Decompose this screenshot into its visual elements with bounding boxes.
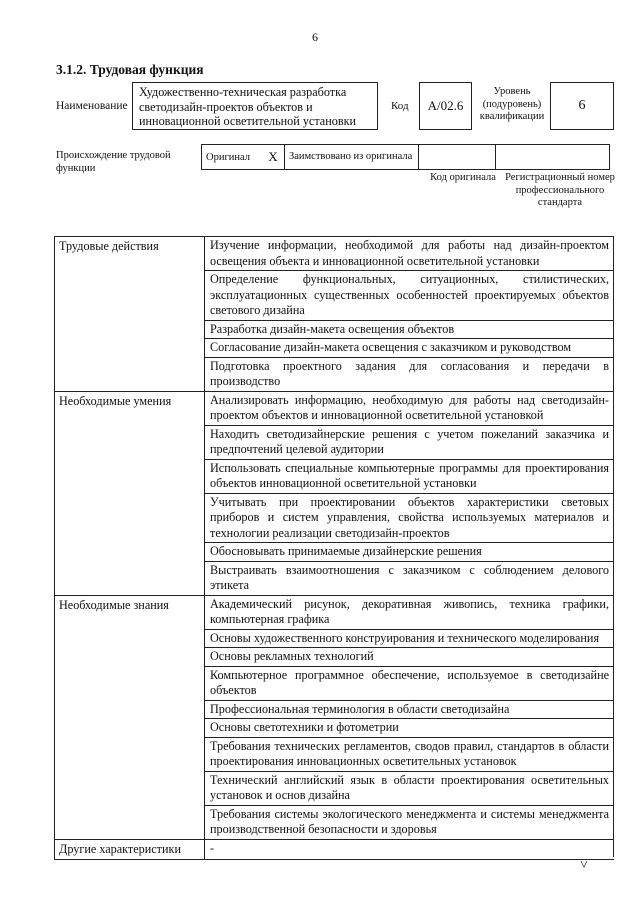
list-item: Учитывать при проектировании объектов характеристики световых приборов и систем управления, свойства используемых материалов и технологии реализации светодизайн-проектов <box>205 494 614 544</box>
name-label: Наименование <box>56 100 128 112</box>
list-item: Анализировать информацию, необходимую для работы над светодизайн-проектом объектов и инновационной осветительной установкой <box>205 392 614 426</box>
list-item: Находить светодизайнерские решения с учетом пожеланий заказчика и предпочтений целевой аудитории <box>205 426 614 460</box>
list-item: Определение функциональных, ситуационных, стилистических, эксплуатационных существенных особенностей проектируемых объектов светового дизайна <box>205 271 614 321</box>
list-item: Компьютерное программное обеспечение, используемое в светодизайне объектов <box>205 667 614 701</box>
function-name-value: Художественно-техническая разработка светодизайн-проектов объектов и инновационной осветительной установки <box>132 82 378 130</box>
labor-actions-group <box>54 237 614 392</box>
group-label: Другие характеристики <box>54 840 205 859</box>
list-item: Основы рекламных технологий <box>205 648 614 667</box>
code-label: Код <box>391 100 409 112</box>
original-code-caption: Код оригинала <box>430 172 496 183</box>
list-item: Требования технических регламентов, сводов правил, стандартов в области проектирования инновационных осветительных установок <box>205 738 614 772</box>
list-item: Использовать специальные компьютерные программы для проектирования объектов инновационной осветительной установки <box>205 460 614 494</box>
list-item: Подготовка проектного задания для согласования и передачи в производство <box>205 358 614 391</box>
bottom-mark: ˅ <box>580 858 588 873</box>
list-item: Академический рисунок, декоративная живопись, техника графики, компьютерная графика <box>205 596 614 630</box>
level-label: Уровень (подуровень) квалификации <box>479 86 545 122</box>
page-number: 6 <box>312 30 318 44</box>
original-code-cell <box>419 145 496 170</box>
function-code-value: А/02.6 <box>419 82 472 130</box>
list-item: Изучение информации, необходимой для работы над дизайн-проектом освещения объекта и инновационной осветительной установки <box>205 237 614 271</box>
list-item: Требования системы экологического менеджмента и системы менеджмента производственной безопасности и здоровья <box>205 806 614 839</box>
other-characteristics-group <box>54 840 614 860</box>
list-item: Основы светотехники и фотометрии <box>205 719 614 738</box>
list-item: Разработка дизайн-макета освещения объектов <box>205 321 614 340</box>
original-label: Оригинал <box>202 145 263 170</box>
list-item: Основы художественного конструирования и технического моделирования <box>205 630 614 649</box>
list-item: Выстраивать взаимоотношения с заказчиком с соблюдением делового этикета <box>205 562 614 595</box>
registration-number-cell <box>496 145 610 170</box>
registration-number-caption: Регистрационный номер профессионального стандарта <box>505 172 615 208</box>
section-title: 3.1.2. Трудовая функция <box>56 62 204 77</box>
group-label: Трудовые действия <box>54 237 205 391</box>
original-mark: Х <box>262 145 285 170</box>
list-item: Обосновывать принимаемые дизайнерские решения <box>205 543 614 562</box>
list-item: Профессиональная терминология в области светодизайна <box>205 701 614 720</box>
list-item: Согласование дизайн-макета освещения с заказчиком и руководством <box>205 339 614 358</box>
required-knowledge-group <box>54 596 614 840</box>
labor-function-table <box>54 236 614 860</box>
origin-label: Происхождение трудовой функции <box>56 150 171 174</box>
borrowed-label: Заимствовано из оригинала <box>285 145 419 170</box>
required-skills-group <box>54 392 614 596</box>
list-item: Технический английский язык в области проектирования осветительных установок и основ дизайна <box>205 772 614 806</box>
level-value: 6 <box>550 82 614 130</box>
group-label: Необходимые умения <box>54 392 205 595</box>
origin-table <box>201 144 610 170</box>
group-label: Необходимые знания <box>54 596 205 839</box>
list-item: - <box>205 840 614 858</box>
